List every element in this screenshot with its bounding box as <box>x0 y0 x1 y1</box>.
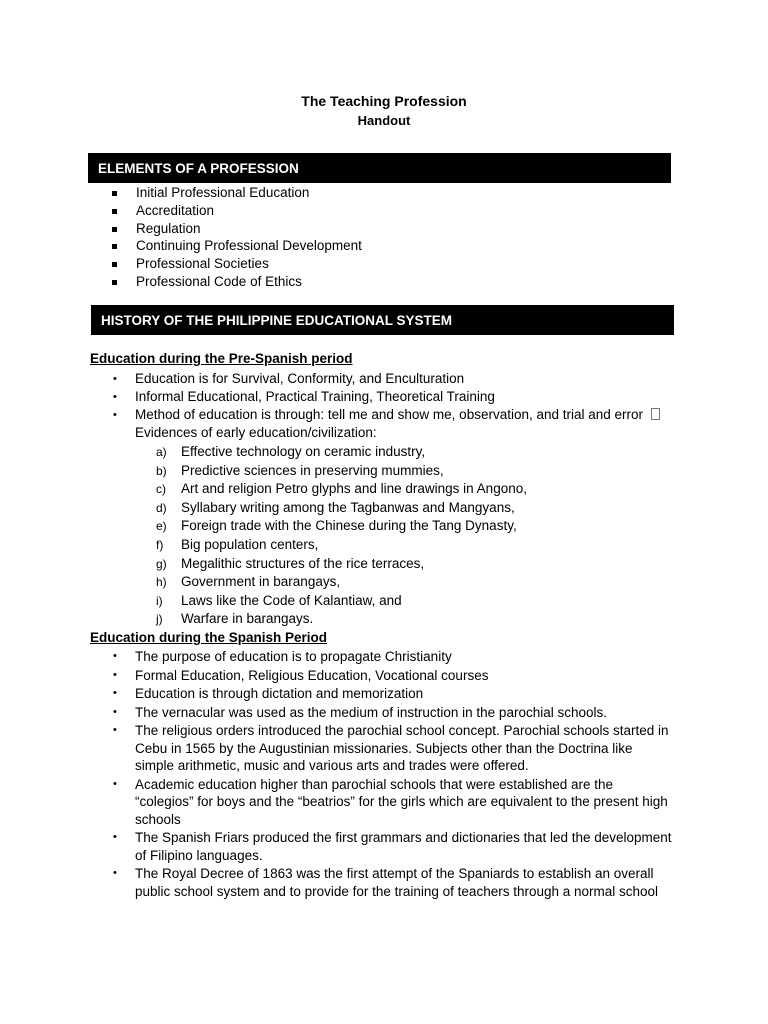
list-item <box>156 462 527 481</box>
list-item: • Education is through dictation and memorization <box>135 685 675 703</box>
list-item-text: Art and religion Petro glyphs and line drawings in Angono, <box>181 481 527 497</box>
list-item-label: f) <box>156 537 164 552</box>
list-item <box>156 573 527 592</box>
list-item-label: i) <box>156 593 163 608</box>
list-item-text: Laws like the Code of Kalantiaw, and <box>181 592 402 608</box>
list-item <box>135 406 660 424</box>
list-item <box>156 610 527 629</box>
list-item-label: j) <box>156 612 163 627</box>
list-item-label: e) <box>156 519 167 534</box>
list-item-text: Effective technology on ceramic industry, <box>181 444 426 459</box>
list-item-text: Megalithic structures of the rice terraces, <box>181 555 425 571</box>
list-item <box>156 592 527 611</box>
list-item: Professional Societies <box>136 255 362 273</box>
list-item: Initial Professional Education <box>136 184 362 202</box>
list-item-label: c) <box>156 482 166 497</box>
pre-spanish-list <box>135 370 660 442</box>
list-item: • The religious orders introduced the parochial school concept. Parochial schools started in Cebu in 1565 by the Augustinian missionaries. Subjects other than the Doctrina like simple arithmetic, music and various arts and trades were offered. <box>135 722 675 775</box>
list-item <box>156 555 527 574</box>
document-subtitle: Handout <box>357 113 411 128</box>
document-title: The Teaching Profession <box>301 93 467 109</box>
list-item-continuation <box>135 424 660 442</box>
list-item-text: Evidences of early education/civilization: <box>135 425 377 440</box>
list-item: • The vernacular was used as the medium of instruction in the parochial schools. <box>135 704 675 722</box>
list-item: • The purpose of education is to propagate Christianity <box>135 648 675 666</box>
spanish-period-list <box>135 648 675 901</box>
list-item-label: h) <box>156 575 167 590</box>
pre-spanish-heading: Education during the Pre-Spanish period <box>90 351 353 366</box>
list-item: • Informal Educational, Practical Training, Theoretical Training <box>135 388 660 406</box>
list-item: Continuing Professional Development <box>136 238 362 254</box>
list-item-text: Syllabary writing among the Tagbanwas and Mangyans, <box>181 499 515 515</box>
missing-glyph-icon <box>651 408 660 420</box>
list-item-text: Big population centers, <box>181 536 319 552</box>
list-item-text: Method of education is through: tell me and show me, observation, and trial and error <box>135 407 644 422</box>
section-heading-elements <box>88 153 671 183</box>
list-item-label: d) <box>156 500 167 515</box>
list-item: • Education is for Survival, Conformity, and Enculturation <box>135 370 660 388</box>
elements-list <box>136 184 362 291</box>
list-item-text: Foreign trade with the Chinese during the Tang Dynasty, <box>181 518 517 534</box>
list-item-label: g) <box>156 556 167 571</box>
list-item: • The Royal Decree of 1863 was the first attempt of the Spaniards to establish an overall public school system and to provide for the training of teachers through a normal school <box>135 865 675 900</box>
section-heading-history-label: HISTORY OF THE PHILIPPINE EDUCATIONAL SYSTEM <box>101 312 453 328</box>
list-item <box>156 536 527 555</box>
list-item-text: Warfare in barangays. <box>181 611 314 627</box>
list-item: Professional Code of Ethics <box>136 273 362 291</box>
section-heading-elements-label: ELEMENTS OF A PROFESSION <box>98 160 299 176</box>
section-heading-history <box>91 305 674 335</box>
list-item <box>156 517 527 536</box>
list-item: Accreditation <box>136 202 362 220</box>
list-item-label: b) <box>156 463 167 478</box>
list-item: • Academic education higher than parochial schools that were established are the “colegios” for boys and the “beatrios” for the girls which are equivalent to the present high schools <box>135 776 675 829</box>
list-item <box>156 443 527 462</box>
list-item-text: Government in barangays, <box>181 574 341 590</box>
list-item <box>156 499 527 518</box>
evidences-list <box>156 443 527 629</box>
list-item-text: Predictive sciences in preserving mummies, <box>181 462 444 478</box>
list-item: Regulation <box>136 220 362 238</box>
list-item: • Formal Education, Religious Education, Vocational courses <box>135 667 675 685</box>
spanish-period-heading: Education during the Spanish Period <box>90 630 328 645</box>
list-item: • The Spanish Friars produced the first grammars and dictionaries that led the development of Filipino languages. <box>135 829 675 864</box>
list-item-label: a) <box>156 445 167 459</box>
list-item <box>156 480 527 499</box>
